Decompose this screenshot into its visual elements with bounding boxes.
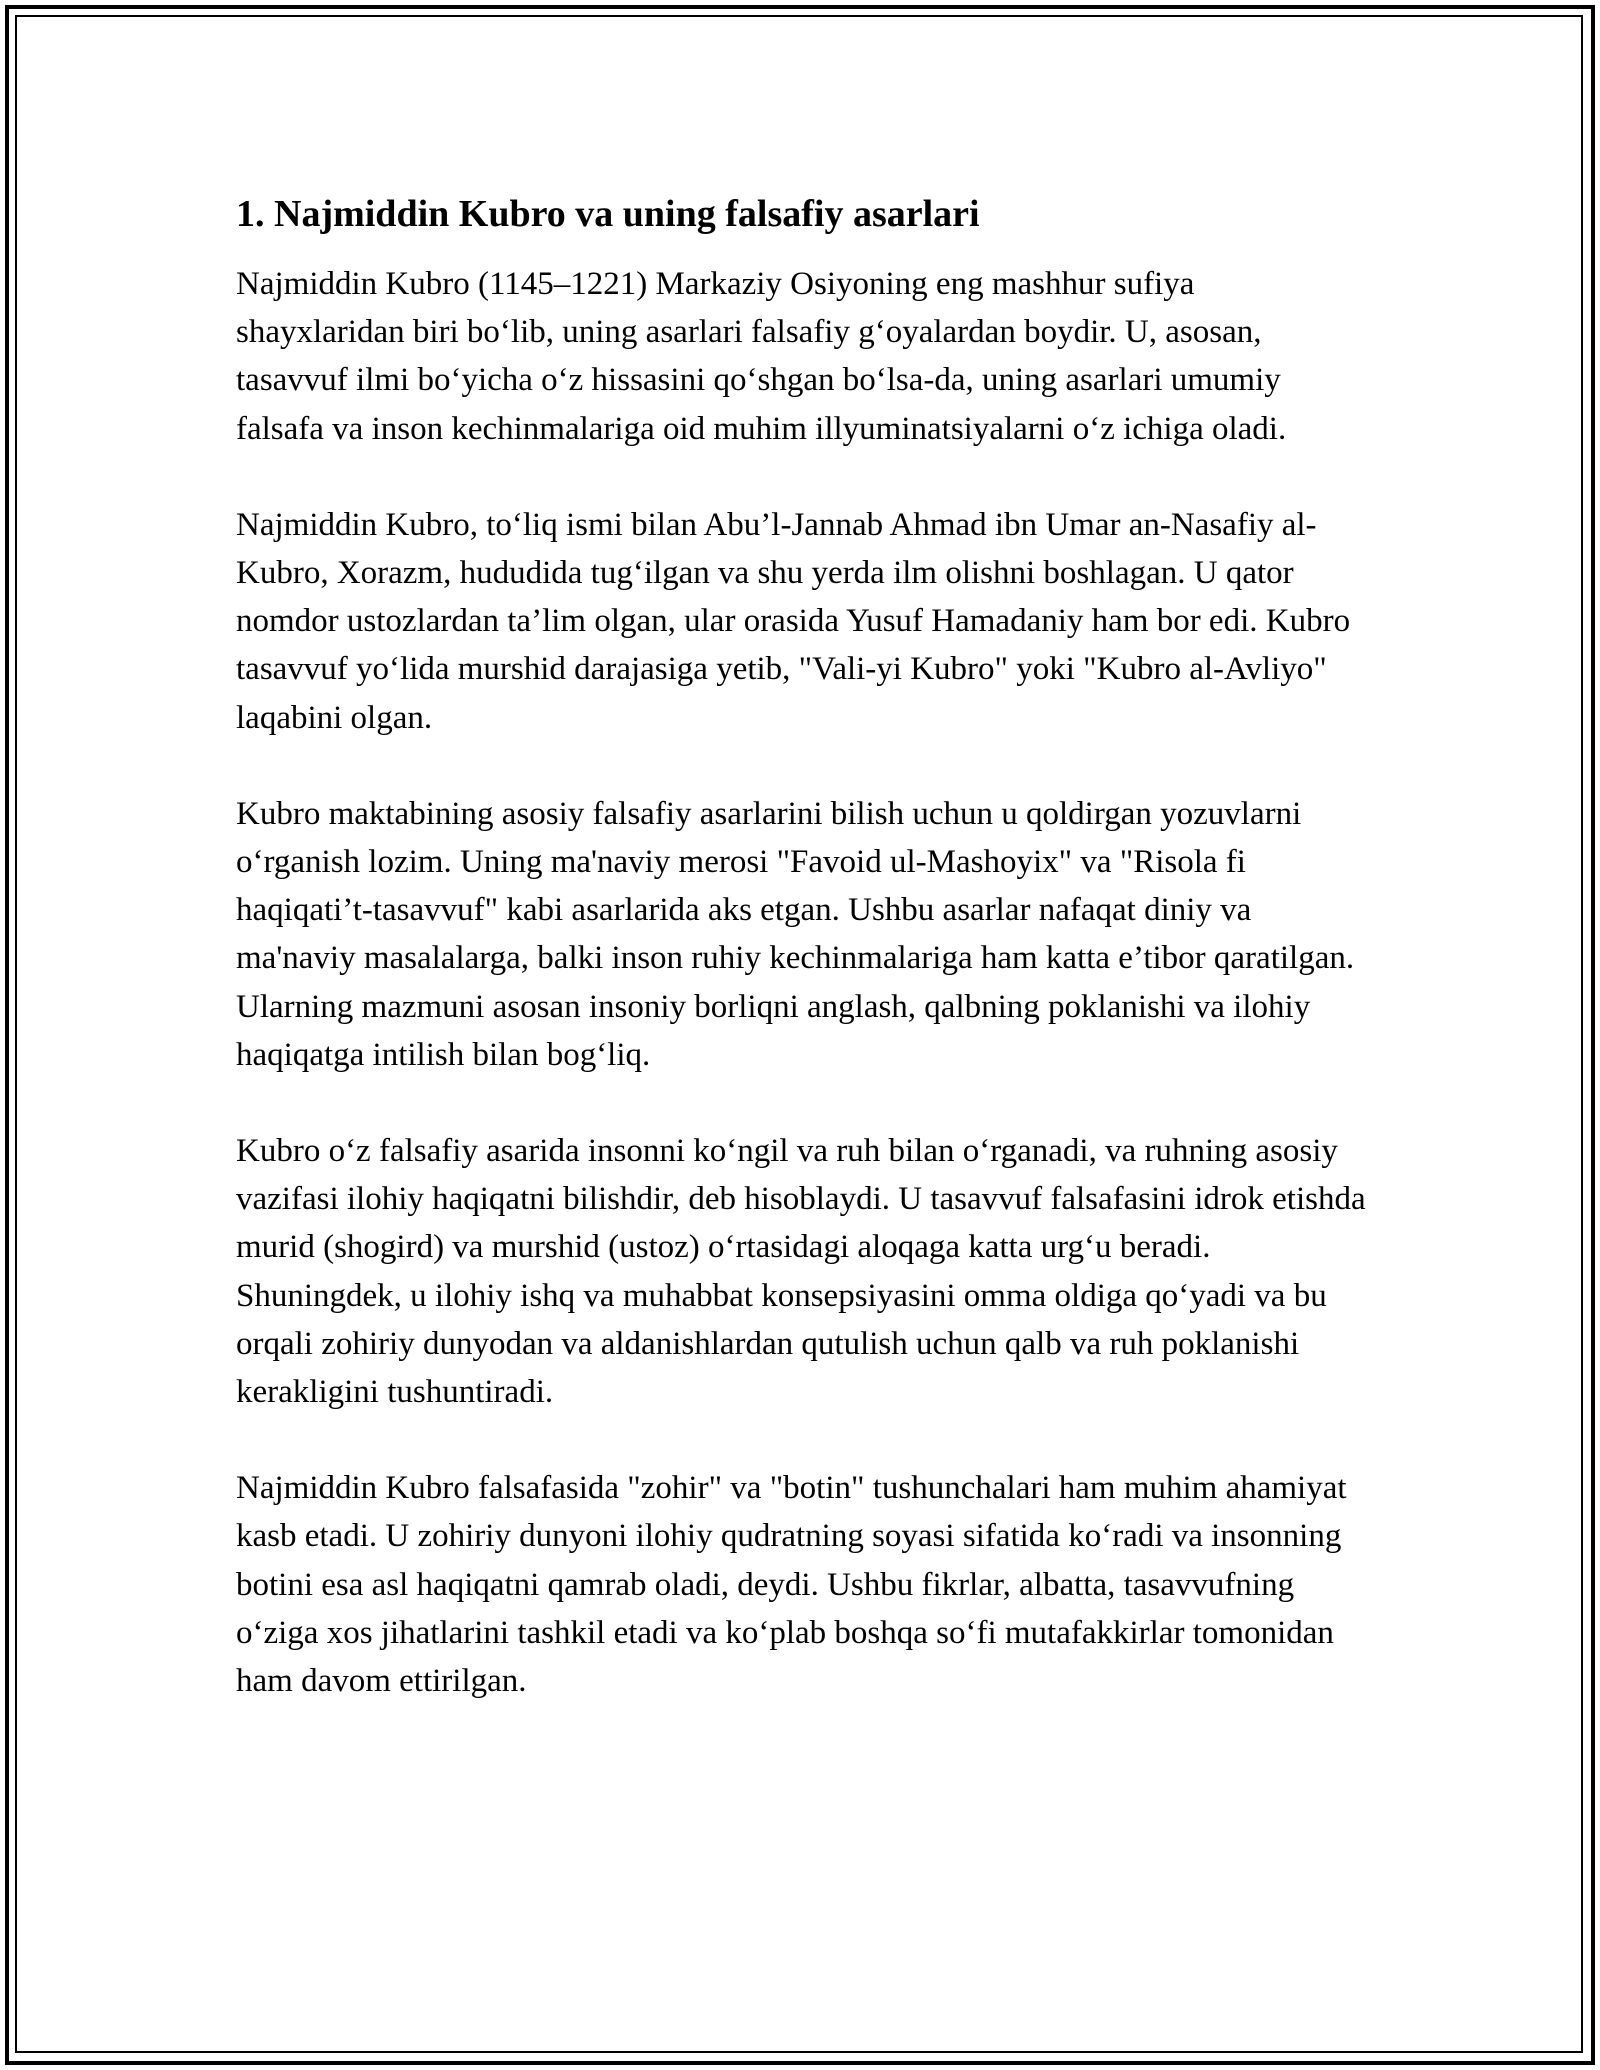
paragraph-5: Najmiddin Kubro falsafasida "zohir" va "botin" tushunchalari ham muhim ahamiyat kasb etadi. U zohiriy dunyoni ilohiy qudratning soyasi sifatida ko‘radi va insonning botini esa asl haqiqatni qamrab oladi, deydi. Ushbu fikrlar, albatta, tasavvufning o‘ziga xos jihatlarini tashkil etadi va ko‘plab boshqa so‘fi mutafakkirlar tomonidan ham davom ettirilgan.	[236, 1470, 1347, 1700]
paragraph-3: Kubro maktabining asosiy falsafiy asarlarini bilish uchun u qoldirgan yozuvlarni o‘rganish lozim. Uning ma'naviy merosi "Favoid ul-Mashoyix" va "Risola fi haqiqati’t-tasavvuf" kabi asarlarida aks etgan. Ushbu asarlar nafaqat diniy va ma'naviy masalalarga, balki inson ruhiy kechinmalariga ham katta e’tibor qaratilgan. Ularning mazmuni asosan insoniy borliqni anglash, qalbning poklanishi va ilohiy haqiqatga intilish bilan bog‘liq.	[236, 795, 1355, 1073]
paragraph-4: Kubro o‘z falsafiy asarida insonni ko‘ngil va ruh bilan o‘rganadi, va ruhning asosiy vazifasi ilohiy haqiqatni bilishdir, deb hisoblaydi. U tasavvuf falsafasini idrok etishda murid (shogird) va murshid (ustoz) o‘rtasidagi aloqaga katta urg‘u beradi. Shuningdek, u ilohiy ishq va muhabbat konsepsiyasini omma oldiga qo‘yadi va bu orqali zohiriy dunyodan va aldanishlardan qutulish uchun qalb va ruh poklanishi kerakligini tushuntiradi.	[236, 1133, 1366, 1411]
section-heading: 1. Najmiddin Kubro va uning falsafiy asarlari	[236, 193, 980, 235]
paragraph-2: Najmiddin Kubro, to‘liq ismi bilan Abu’l-Jannab Ahmad ibn Umar an-Nasafiy al-Kubro, Xorazm, hududida tug‘ilgan va shu yerda ilm olishni boshlagan. U qator nomdor ustozlardan ta’lim olgan, ular orasida Yusuf Hamadaniy ham bor edi. Kubro tasavvuf yo‘lida murshid darajasiga yetib, "Vali-yi Kubro" yoki "Kubro al-Avliyo" laqabini olgan.	[236, 506, 1351, 736]
document-body	[236, 190, 1366, 1753]
paragraph-1: Najmiddin Kubro (1145–1221) Markaziy Osiyoning eng mashhur sufiya shayxlaridan biri bo‘lib, uning asarlari falsafiy g‘oyalardan boydir. U, asosan, tasavvuf ilmi bo‘yicha o‘z hissasini qo‘shgan bo‘lsa-da, uning asarlari umumiy falsafa va inson kechinmalariga oid muhim illyuminatsiyalarni o‘z ichiga oladi.	[236, 266, 1287, 447]
